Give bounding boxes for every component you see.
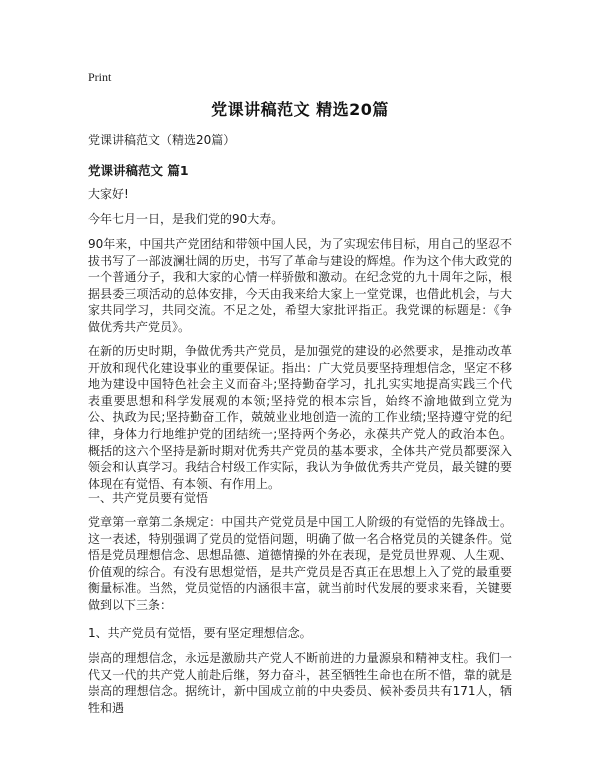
document-title: 党课讲稿范文 精选20篇 (211, 100, 389, 119)
print-label: Print (88, 70, 112, 84)
heading-awareness: 一、共产党员要有觉悟 (88, 491, 209, 505)
paragraph-party-constitution: 党章第一章第二条规定：中国共产党党员是中国工人阶级的有觉悟的先锋战士。这一表述，特别强调了党员的觉悟问题，明确了做一名合格党员的关键条件。觉悟是党员理想信念、思想品德、道德情操的外在表现，是党员世界观、人生观、价值观的综合。有没有思想觉悟，是共产党员是否真正在思想上入了党的最重要衡量标准。当然，党员觉悟的内涵很丰富，就当前时代发展的要求来看，关键要做到以下三条： (88, 515, 512, 612)
section-heading: 党课讲稿范文 篇1 (88, 163, 189, 178)
greeting-text: 大家好! (88, 187, 129, 201)
opening-text: 今年七月一日，是我们党的90大寿。 (88, 212, 284, 226)
paragraph-requirements: 在新的历史时期，争做优秀共产党员，是加强党的建设的必然要求，是推动改革开放和现代化建设事业的重要保证。指出：广大党员要坚持理想信念，坚定不移地为建设中国特色社会主义而奋斗;坚持勤奋学习，扎扎实实地提高实践三个代表重要思想和科学发展观的本领;坚持党的根本宗旨，始终不渝地做到立党为公、执政为民;坚持勤奋工作，兢兢业业地创造一流的工作业绩;坚持遵守党的纪律，身体力行地维护党的团结统一;坚持两个务必，永葆共产党人的政治本色。概括的这六个坚持是新时期对优秀共产党员的基本要求，全体共产党员都要深入领会和认真学习。我结合村级工作实际，我认为争做优秀共产党员，最关键的要体现在有觉悟、有本领、有作用上。 (88, 344, 512, 491)
paragraph-ideals: 崇高的理想信念，永远是激励共产党人不断前进的力量源泉和精神支柱。我们一代又一代的共产党人前赴后继，努力奋斗，甚至牺牲生命也在所不惜，靠的就是崇高的理想信念。据统计，新中国成立前的中央委员、候补委员共有171人，牺牲和遇 (88, 651, 512, 715)
document-subtitle: 党课讲稿范文（精选20篇） (88, 133, 236, 147)
paragraph-intro: 90年来，中国共产党团结和带领中国人民，为了实现宏伟目标，用自己的坚忍不拔书写了一部波澜壮阔的历史，书写了革命与建设的辉煌。作为这个伟大政党的一个普通分子，我和大家的心情一样骄傲和激动。在纪念党的九十周年之际，根据县委三项活动的总体安排，今天由我来给大家上一堂党课，也借此机会，与大家共同学习，共同交流。不足之处，希望大家批评指正。我党课的标题是：《争做优秀共产党员》。 (88, 237, 512, 334)
subheading-ideals: 1、共产党员有觉悟，要有坚定理想信念。 (88, 626, 312, 640)
